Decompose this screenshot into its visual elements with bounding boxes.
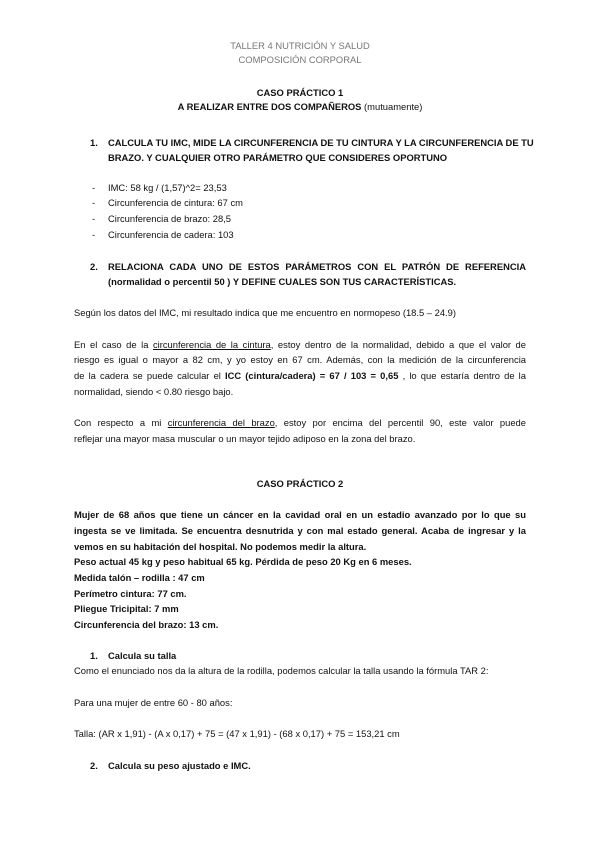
case1-title: CASO PRÁCTICO 1 [256, 87, 344, 98]
text-fragment: , estoy por encima del percentil 90, este valor puede [274, 417, 526, 428]
text-fragment: Con respecto a mi [74, 417, 168, 428]
text-fragment: , lo que estaría dentro de la [398, 370, 526, 381]
s1-number: 1. [90, 650, 98, 661]
s2-title: Calcula su peso ajustado e IMC. [108, 760, 251, 771]
underlined-term: circunferencia de la cintura [152, 339, 271, 350]
case2-weight: Peso actual 45 kg y peso habitual 65 kg. Pérdida de peso 20 Kg en 6 meses. [74, 556, 412, 567]
q1-number: 1. [90, 137, 98, 148]
header-title: TALLER 4 NUTRICIÓN Y SALUD [230, 40, 370, 51]
q2-number: 2. [90, 261, 98, 272]
case2-line2: ingesta se ve limitada. Se encuentra desnutrida y con mal estado general. Acaba de ingresar y la [74, 525, 526, 536]
paragraph-brazo-line1 [74, 417, 526, 429]
paragraph-imc: Según los datos del IMC, mi resultado indica que me encuentro en normopeso (18.5 – 24.9) [74, 307, 456, 318]
icc-formula: ICC (cintura/cadera) = 67 / 103 = 0,65 [225, 370, 399, 381]
paragraph-cintura-line4: normalidad, siendo < 0.80 riesgo bajo. [74, 386, 234, 397]
bullet-dash: - [92, 229, 96, 240]
underlined-term: circunferencia del brazo [167, 417, 275, 428]
q1-line2: BRAZO. Y CUALQUIER OTRO PARÁMETRO QUE CONSIDERES OPORTUNO [108, 152, 448, 163]
s1-formula: Talla: (AR x 1,91) - (A x 0,17) + 75 = (47 x 1,91) - (68 x 0,17) + 75 = 153,21 cm [74, 728, 400, 739]
s1-paragraph1: Como el enunciado nos da la altura de la rodilla, podemos calcular la talla usando la fórmula TAR 2: [74, 665, 489, 676]
q2-percentile: 50 [214, 276, 225, 287]
q1-line1: CALCULA TU IMC, MIDE LA CIRCUNFERENCIA DE TU CINTURA Y LA CIRCUNFERENCIA DE TU [108, 137, 534, 148]
s1-title: Calcula su talla [108, 650, 177, 661]
case1-subtitle [0, 101, 600, 113]
s2-number: 2. [90, 760, 98, 771]
list-item-brazo: Circunferencia de brazo: 28,5 [108, 213, 231, 224]
header-subtitle: COMPOSICIÓN CORPORAL [238, 54, 362, 65]
bullet-dash: - [92, 213, 96, 224]
list-item-cintura: Circunferencia de cintura: 67 cm [108, 197, 243, 208]
case2-arm: Circunferencia del brazo: 13 cm. [74, 619, 219, 630]
q2-line2-c: ) Y DEFINE CUALES SON TUS CARACTERÍSTICAS. [224, 276, 457, 287]
case2-line1: Mujer de 68 años que tiene un cáncer en la cavidad oral en un estadio avanzado por lo que su [74, 509, 526, 520]
case1-subtitle-bold: A REALIZAR ENTRE DOS COMPAÑEROS [177, 101, 362, 112]
text-fragment: En el caso de la [74, 339, 153, 350]
case2-heel-knee: Medida talón – rodilla : 47 cm [74, 572, 205, 583]
bullet-dash: - [92, 197, 96, 208]
paragraph-cintura-line3 [74, 370, 526, 382]
list-item-imc: IMC: 58 kg / (1,57)^2= 23,53 [108, 182, 227, 193]
s1-paragraph2: Para una mujer de entre 60 - 80 años: [74, 697, 233, 708]
paragraph-cintura-line1 [74, 339, 526, 351]
text-fragment: , estoy dentro de la normalidad, debido a que el valor de [270, 339, 526, 350]
q2-line2-a: (normalidad o percentil [108, 276, 215, 287]
case1-subtitle-normal: (mutuamente) [361, 101, 423, 112]
list-item-cadera: Circunferencia de cadera: 103 [108, 229, 234, 240]
text-fragment: de la cadera se puede calcular el [74, 370, 226, 381]
case2-line3: vemos en su habitación del hospital. No podemos medir la altura. [74, 541, 367, 552]
case2-waist: Perímetro cintura: 77 cm. [74, 588, 187, 599]
bullet-dash: - [92, 182, 96, 193]
paragraph-brazo-line2: reflejar una mayor masa muscular o un mayor tejido adiposo en la zona del brazo. [74, 433, 416, 444]
paragraph-cintura-line2: riesgo es igual o mayor a 82 cm, y yo estoy en 67 cm. Además, con la medición de la circunferencia [74, 354, 526, 365]
case2-tricipital: Pliegue Tricipital: 7 mm [74, 603, 179, 614]
q2-line1: RELACIONA CADA UNO DE ESTOS PARÁMETROS CON EL PATRÓN DE REFERENCIA [108, 261, 526, 272]
q2-line2 [108, 276, 456, 288]
case2-title: CASO PRÁCTICO 2 [256, 478, 344, 489]
